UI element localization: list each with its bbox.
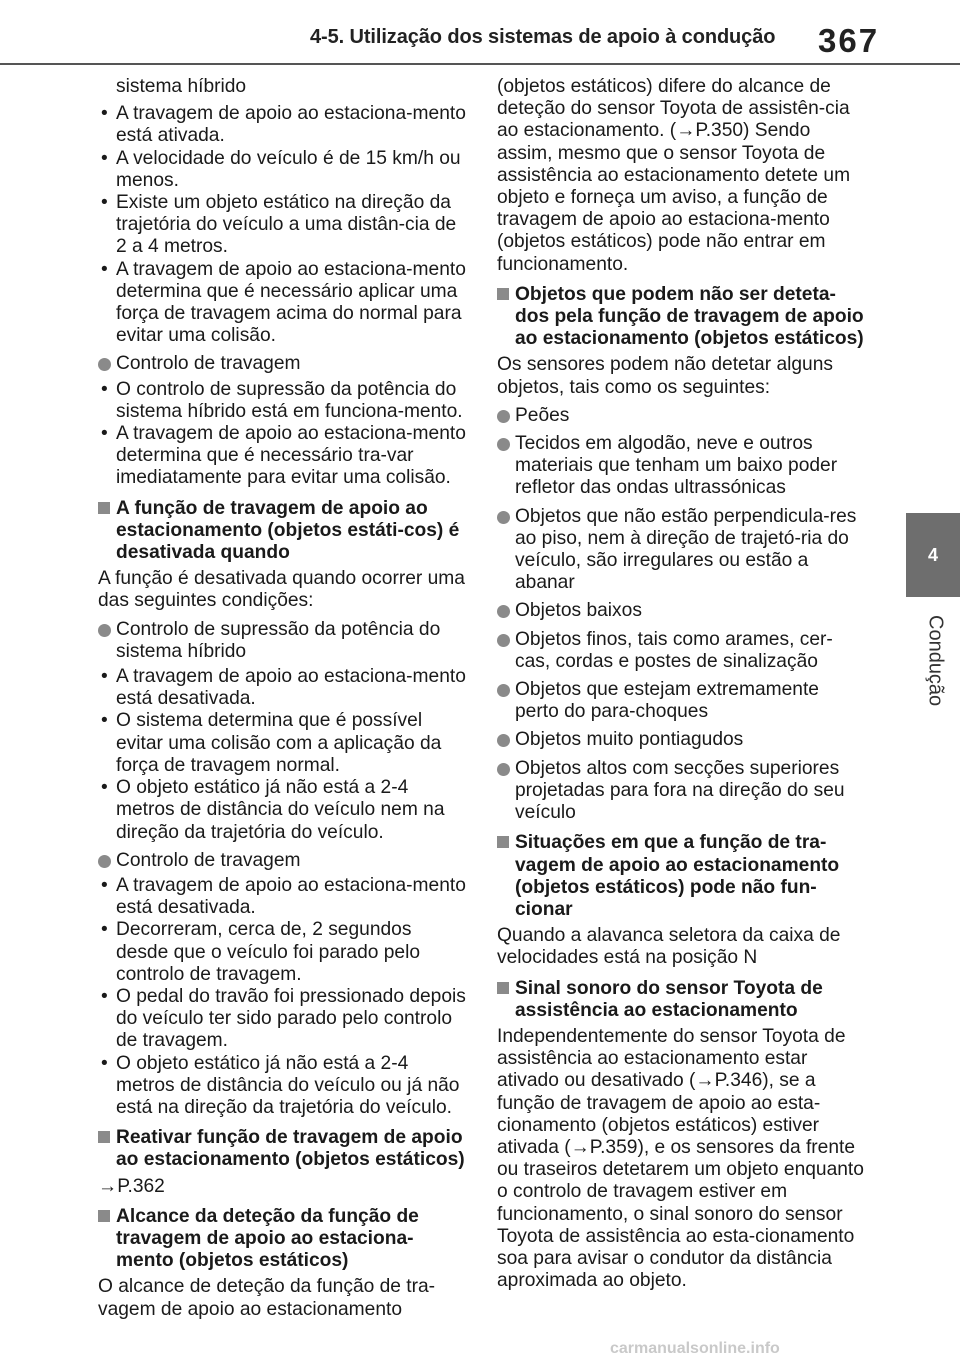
bullet-dot-icon (98, 624, 111, 637)
bullet-item (497, 758, 865, 825)
heading-text: Situações em que a função de tra-vagem de apoio ao estacionamento (objetos estáticos) pode não fun-cionar (515, 832, 840, 920)
bullet-item (497, 405, 865, 427)
paragraph: (objetos estáticos) difere do alcance de deteção do sensor Toyota de assistên-cia ao estacionamento. (→P.350) Sendo assim, mesmo que o sensor Toyota de assistência ao estacionamento detete um objeto e forneça um aviso, a função de travagem de apoio ao estaciona-mento (objetos estáticos) pode não entrar em funcionamento. (497, 76, 851, 275)
heading-text: Objetos que podem não ser deteta-dos pela função de travagem de apoio ao estacionamento (objetos estáticos) (515, 283, 864, 350)
paragraph: O alcance de deteção da função de tra-vagem de apoio ao estacionamento (98, 1276, 436, 1320)
footer-watermark: carmanualsonline.info (610, 1340, 780, 1357)
heading-text: Reativar função de travagem de apoio ao estacionamento (objetos estáticos) (116, 1127, 465, 1171)
bullet-dot-icon (497, 410, 510, 423)
bullet-text: Objetos baixos (515, 600, 642, 622)
bullet-text: Controlo de supressão da potência do sistema híbrido (116, 618, 441, 662)
dash-list-item: • O objeto estático já não está a 2-4 metros de distância do veículo ou já não está na direção da trajetória do veículo. (98, 1053, 466, 1120)
dash-list-item: • O controlo de supressão da potência do sistema híbrido está em funciona-mento. (98, 379, 466, 423)
bullet-dot-icon (497, 634, 510, 647)
dash-list-item: • A travagem de apoio ao estaciona-mento determina que é necessário aplicar uma força de travagem acima do normal para evitar uma colisão. (98, 259, 466, 348)
bullet-dot-icon (497, 511, 510, 524)
heading-text: Alcance da deteção da função de travagem de apoio ao estaciona-mento (objetos estáticos) (116, 1205, 419, 1272)
dash-list-item: • A travagem de apoio ao estaciona-mento está desativada. (98, 875, 466, 919)
section-header-title: 4-5. Utilização dos sistemas de apoio à condução (310, 26, 776, 48)
section-heading (497, 978, 865, 1022)
bullet-text: Peões (515, 404, 570, 426)
dash-list-item: • A travagem de apoio ao estaciona-mento determina que é necessário tra-var imediatamente para evitar uma colisão. (98, 423, 466, 490)
dash-list-item: • Decorreram, cerca de, 2 segundos desde que o veículo foi parado pelo controlo de travagem. (98, 919, 466, 986)
bullet-item (497, 729, 865, 751)
dash-list-item: • Existe um objeto estático na direção da trajetória do veículo a uma distân-cia de 2 a 4 metros. (98, 192, 466, 259)
heading-square-icon (98, 502, 110, 514)
paragraph: Quando a alavanca seletora da caixa de velocidades está na posição N (497, 925, 841, 969)
heading-text: Sinal sonoro do sensor Toyota de assistência ao estacionamento (515, 977, 823, 1021)
bullet-text: Controlo de travagem (116, 849, 301, 871)
bullet-dot-icon (497, 763, 510, 776)
bullet-item (497, 629, 865, 673)
bullet-dot-icon (497, 684, 510, 697)
heading-square-icon (98, 1210, 110, 1222)
section-heading (98, 1206, 466, 1273)
bullet-item (98, 619, 466, 663)
section-heading (98, 498, 466, 565)
bullet-text: Controlo de travagem (116, 353, 301, 375)
bullet-item (497, 600, 865, 622)
heading-square-icon (497, 288, 509, 300)
bullet-dot-icon (497, 605, 510, 618)
header-divider (0, 63, 960, 65)
bullet-text: Objetos finos, tais como arames, cer-cas, cordas e postes de sinalização (515, 628, 833, 672)
heading-square-icon (497, 982, 509, 994)
dash-list-item: • A travagem de apoio ao estaciona-mento está ativada. (98, 103, 466, 147)
chapter-tab (906, 513, 960, 597)
bullet-item (497, 506, 865, 595)
chapter-tab-number: 4 (927, 544, 938, 565)
bullet-item (497, 679, 865, 723)
page-number: 367 (818, 22, 880, 59)
bullet-text: Objetos altos com secções superiores projetadas para fora na direção do seu veículo (515, 757, 845, 824)
paragraph: Os sensores podem não detetar alguns objetos, tais como os seguintes: (497, 354, 833, 398)
dash-list-item: • A travagem de apoio ao estaciona-mento está desativada. (98, 666, 466, 710)
section-heading (497, 832, 865, 921)
bullet-text: Objetos muito pontiagudos (515, 729, 744, 751)
bullet-dot-icon (98, 358, 111, 371)
bullet-text: Objetos que estejam extremamente perto do para-choques (515, 679, 819, 723)
dash-list-item: • O pedal do travão foi pressionado depois do veículo ter sido parado pelo controlo de travagem. (98, 986, 466, 1053)
bullet-dot-icon (497, 734, 510, 747)
dash-list-item: • O objeto estático já não está a 2-4 metros de distância do veículo nem na direção da trajetória do veículo. (98, 777, 466, 844)
right-column (497, 76, 865, 1297)
bullet-item (98, 850, 466, 872)
heading-square-icon (497, 836, 509, 848)
bullet-item (98, 353, 466, 375)
section-heading (497, 284, 865, 351)
bullet-text: Tecidos em algodão, neve e outros materiais que tenham um baixo poder refletor das ondas ultrassónicas (515, 433, 838, 499)
bullet-dot-icon (497, 438, 510, 451)
bullet-item (497, 433, 865, 500)
paragraph: A função é desativada quando ocorrer uma das seguintes condições: (98, 568, 465, 612)
chapter-side-label: Condução (924, 615, 947, 707)
heading-square-icon (98, 1131, 110, 1143)
section-heading (98, 1127, 466, 1171)
dash-list-item: • O sistema determina que é possível evitar uma colisão com a aplicação da força de travagem normal. (98, 710, 466, 777)
bullet-text: Objetos que não estão perpendicula-res ao piso, nem à direção de trajetó-ria do veículo, são irregulares ou estão a abanar (515, 505, 857, 594)
dash-list-item: • A velocidade do veículo é de 15 km/h ou menos. (98, 148, 466, 192)
page-reference: →P.362 (98, 1175, 165, 1197)
paragraph: Independentemente do sensor Toyota de assistência ao estacionamento estar ativado ou desativado (→P.346), se a função de travagem de apoio ao esta-cionamento (objetos estáticos) estiver ativada (→P.359), e os sensores da frente ou traseiros detetarem um objeto enquanto o controlo de travagem estiver em funcionamento, o sinal sonoro do sensor Toyota de assistência ao esta-cionamento soa para avisar o condutor da distância aproximada ao objeto. (497, 1025, 864, 1292)
paragraph: sistema híbrido (116, 76, 247, 97)
heading-text: A função de travagem de apoio ao estacionamento (objetos estáti-cos) é desativada quando (116, 497, 460, 564)
left-column (98, 76, 466, 1326)
bullet-dot-icon (98, 855, 111, 868)
